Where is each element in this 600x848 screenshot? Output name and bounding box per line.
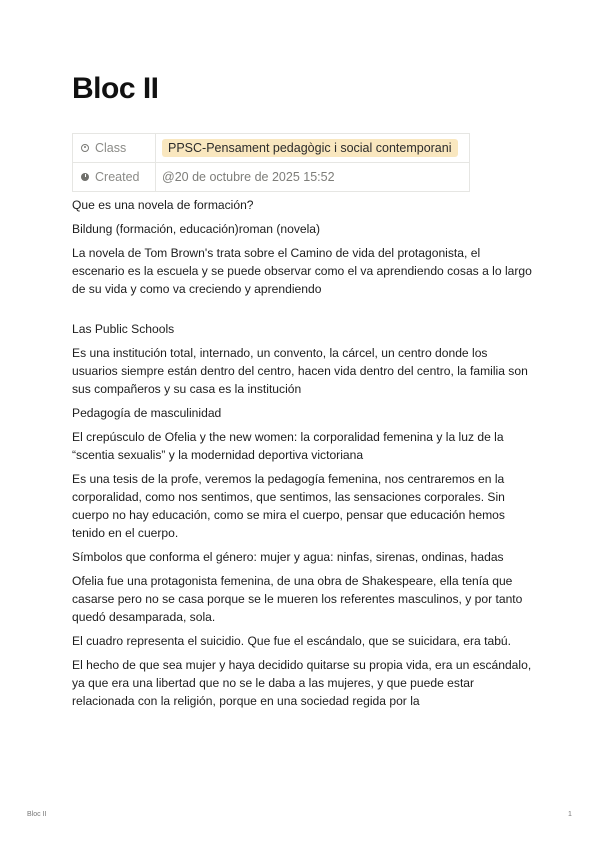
paragraph: Es una tesis de la profe, veremos la pedagogía femenina, nos centraremos en la corporalidad, como nos sentimos, que sentimos, las sensaciones corporales. Sin cuerpo no hay educación, como se mira el cuerpo, pensar que educación hemos tenido en el cuerpo. <box>72 472 505 540</box>
paragraph: La novela de Tom Brown's trata sobre el Camino de vida del protagonista, el escenario es la escuela y se puede observar como el va aprendiendo cosas a lo largo de su vida y como va creciendo y aprendiendo <box>72 246 532 296</box>
class-tag[interactable]: PPSC-Pensament pedagògic i social contemporani <box>162 139 458 157</box>
footer-title: Bloc II <box>27 811 47 818</box>
page-content <box>72 196 532 716</box>
property-key-created <box>73 163 156 192</box>
properties-table <box>72 133 470 192</box>
paragraph: Bildung (formación, educación)roman (novela) <box>72 222 321 236</box>
class-label: Class <box>95 141 127 155</box>
property-row-created <box>73 163 470 192</box>
property-value-class[interactable] <box>156 134 470 163</box>
property-value-created <box>156 163 470 192</box>
clock-icon <box>81 173 89 181</box>
target-icon <box>81 144 89 152</box>
created-label: Created <box>95 170 140 184</box>
paragraph: El cuadro representa el suicidio. Que fue el escándalo, que se suicidara, era tabú. <box>72 634 512 648</box>
paragraph: El hecho de que sea mujer y haya decidido quitarse su propia vida, era un escándalo, ya que era una libertad que no se le daba a las mujeres, y que puede estar relacionada con la religión, porque en una sociedad regida por la <box>72 658 532 708</box>
paragraph: Es una institución total, internado, un convento, la cárcel, un centro donde los usuarios siempre están dentro del centro, hacen vida dentro del centro, la familia son sus compañeros y su casa es la institución <box>72 346 528 396</box>
created-value: @20 de octubre de 2025 15:52 <box>162 170 335 184</box>
property-key-class <box>73 134 156 163</box>
paragraph: Símbolos que conforma el género: mujer y agua: ninfas, sirenas, ondinas, hadas <box>72 550 504 564</box>
paragraph: El crepúsculo de Ofelia y the new women: la corporalidad femenina y la luz de la “scentia sexualis” y la modernidad deportiva victoriana <box>72 430 504 462</box>
paragraph: Ofelia fue una protagonista femenina, de una obra de Shakespeare, ella tenía que casarse pero no se casa porque se le mueren los referentes masculinos, y por tanto quedó desamparada, sola. <box>72 574 523 624</box>
paragraph: Que es una novela de formación? <box>72 198 254 212</box>
page-title: Bloc II <box>72 72 159 105</box>
section-heading: Pedagogía de masculinidad <box>72 406 222 420</box>
section-heading: Las Public Schools <box>72 322 175 336</box>
page-number: 1 <box>568 811 572 818</box>
property-row-class <box>73 134 470 163</box>
